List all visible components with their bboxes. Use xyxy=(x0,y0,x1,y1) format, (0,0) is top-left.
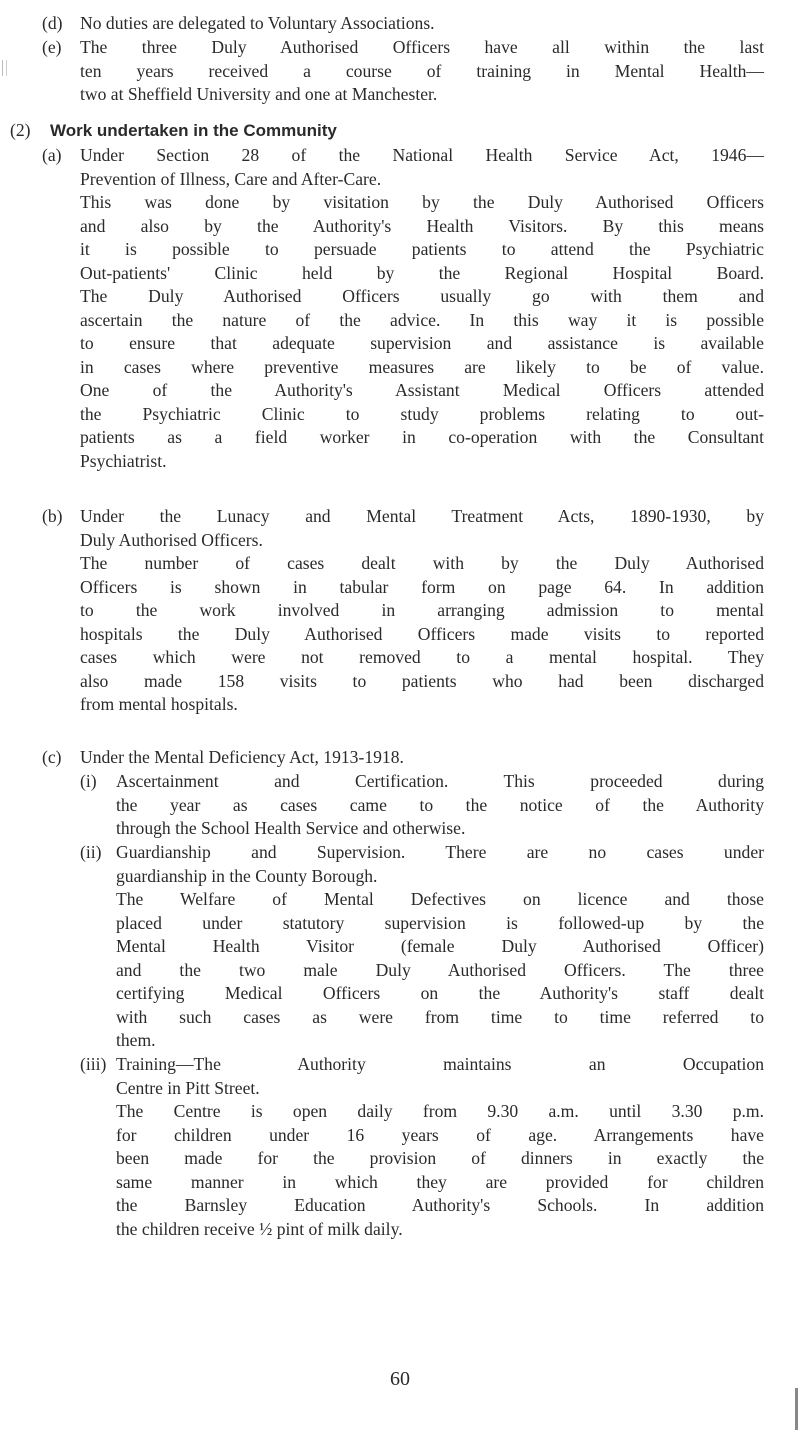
text-line: Guardianship and Supervision. There are no cases under xyxy=(116,842,764,862)
text-line: Duly Authorised Officers. xyxy=(80,529,263,550)
text-line: guardianship in the County Borough. xyxy=(116,865,378,886)
text-line: Out-patients' Clinic held by the Regional Hospital Board. xyxy=(80,262,764,283)
text-line: the year as cases came to the notice of the Authority xyxy=(116,794,764,815)
item-d-label: (d) xyxy=(42,13,63,33)
text-line: Prevention of Illness, Care and After-Care. xyxy=(80,168,382,189)
text-line: the children receive ½ pint of milk daily. xyxy=(116,1218,403,1239)
text-line: it is possible to persuade patients to attend the Psychiatric xyxy=(80,239,764,259)
text-line: Under the Mental Deficiency Act, 1913-1918. xyxy=(80,747,404,767)
text-line: through the School Health Service and otherwise. xyxy=(116,818,466,838)
text-line: certifying Medical Officers on the Authority's staff dealt xyxy=(116,983,764,1003)
text-line: The Centre is open daily from 9.30 a.m. until 3.30 p.m. xyxy=(116,1101,764,1121)
section-number: (2) xyxy=(10,120,31,140)
text-line: ascertain the nature of the advice. In this way it is possible xyxy=(80,309,764,330)
scan-margin-mark xyxy=(2,60,7,76)
text-line: to ensure that adequate supervision and assistance is available xyxy=(80,333,764,353)
text-line: two at Sheffield University and one at Manchester. xyxy=(80,84,438,104)
item-b-label: (b) xyxy=(42,506,63,526)
text-line: been made for the provision of dinners in exactly the xyxy=(116,1148,764,1168)
text-line: This was done by visitation by the Duly Authorised Officers xyxy=(80,192,764,212)
item-e-text xyxy=(80,36,764,107)
text-line: The three Duly Authorised Officers have all within the last xyxy=(80,37,764,57)
text-line: also made 158 visits to patients who had been discharged xyxy=(80,670,764,691)
text-line: from mental hospitals. xyxy=(80,694,238,714)
text-line: patients as a field worker in co-operation with the Consultant xyxy=(80,427,764,447)
text-line: and the two male Duly Authorised Officers. The three xyxy=(116,959,764,980)
scan-edge-mark xyxy=(795,1388,798,1430)
text-line: Psychiatrist. xyxy=(80,450,167,471)
text-line: Under the Lunacy and Mental Treatment Acts, 1890-1930, by xyxy=(80,506,764,526)
text-line: same manner in which they are provided for children xyxy=(116,1171,764,1192)
text-line: them. xyxy=(116,1030,156,1050)
text-line: for children under 16 years of age. Arrangements have xyxy=(116,1124,764,1145)
text-line: Training—The Authority maintains an Occupation xyxy=(116,1054,764,1074)
item-c-i-text xyxy=(116,770,764,841)
text-line: The Welfare of Mental Defectives on licence and those xyxy=(116,889,764,909)
text-line: with such cases as were from time to time referred to xyxy=(116,1006,764,1027)
text-line: One of the Authority's Assistant Medical Officers attended xyxy=(80,380,764,400)
item-c-i-label: (i) xyxy=(80,771,97,791)
text-line: in cases where preventive measures are likely to be of value. xyxy=(80,356,764,377)
item-c-ii-label: (ii) xyxy=(80,842,102,862)
item-a-label: (a) xyxy=(42,145,62,165)
text-line: ten years received a course of training in Mental Health— xyxy=(80,60,764,81)
section-heading: Work undertaken in the Community xyxy=(50,121,337,140)
text-line: The Duly Authorised Officers usually go with them and xyxy=(80,286,764,306)
item-c-ii-text xyxy=(116,841,764,1053)
text-line: Ascertainment and Certification. This proceeded during xyxy=(116,771,764,791)
text-line: Officers is shown in tabular form on page 64. In addition xyxy=(80,576,764,597)
text-line: Centre in Pitt Street. xyxy=(116,1077,260,1098)
text-line: The number of cases dealt with by the Duly Authorised xyxy=(80,553,764,573)
item-c-text xyxy=(80,746,404,770)
text-line: the Barnsley Education Authority's Schools. In addition xyxy=(116,1195,764,1215)
item-e-label: (e) xyxy=(42,37,62,57)
item-d-text xyxy=(80,12,435,36)
page-number: 60 xyxy=(390,1368,410,1390)
item-a-text xyxy=(80,144,764,473)
text-line: and also by the Authority's Health Visitors. By this means xyxy=(80,215,764,236)
text-line: hospitals the Duly Authorised Officers made visits to reported xyxy=(80,623,764,644)
item-b-text xyxy=(80,505,764,717)
text-line: No duties are delegated to Voluntary Associations. xyxy=(80,13,435,33)
text-line: the Psychiatric Clinic to study problems relating to out- xyxy=(80,403,764,424)
text-line: placed under statutory supervision is followed-up by the xyxy=(116,912,764,933)
text-line: Under Section 28 of the National Health Service Act, 1946— xyxy=(80,145,764,165)
item-c-iii-label: (iii) xyxy=(80,1054,107,1074)
text-line: cases which were not removed to a mental hospital. They xyxy=(80,647,764,667)
item-c-label: (c) xyxy=(42,747,62,767)
item-c-iii-text xyxy=(116,1053,764,1241)
text-line: to the work involved in arranging admission to mental xyxy=(80,600,764,620)
text-line: Mental Health Visitor (female Duly Authorised Officer) xyxy=(116,936,764,956)
